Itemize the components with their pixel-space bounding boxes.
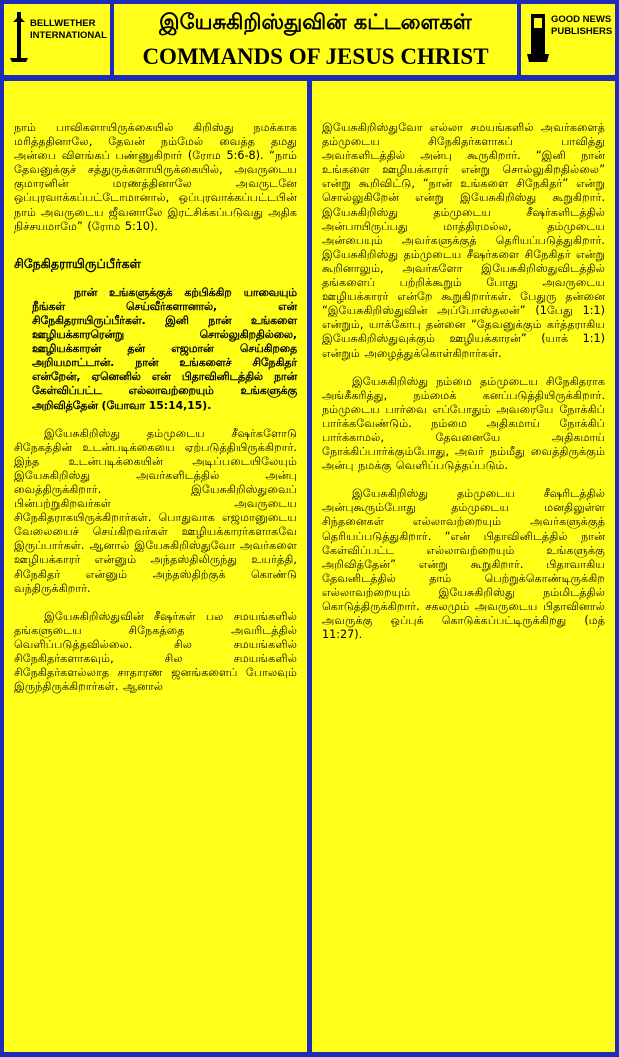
good-news-logo — [521, 4, 615, 75]
logo-left-text: BELLWETHER INTERNATIONAL — [30, 18, 107, 41]
bellwether-icon — [10, 12, 28, 62]
title-banner — [114, 4, 517, 75]
good-news-icon — [527, 12, 549, 62]
left-paragraph-2: இயேசுகிறிஸ்து தம்முடைய சீஷர்களோடு சிநேகத்தின் உடன்படிக்கையை ஏற்படுத்தியிருக்கிறார். இந்த உடன்படிக்கையின் அடிப்படையிலேயும் இயேசுகிறிஸ்து அவர்களிடத்தில் அன்பு வைத்திருக்கிறார். இயேசுகிறிஸ்துவைப் பின்பற்றுகிறவர்கள் அவருடைய சிநேகிதராகயிருக்கிறார்கள். பொதுவாக எஜமானுடைய வேலையைச் செய்கிறவர்கள் ஊழியக்காரர்களாகவே இருப்பார்கள். ஆனால் இயேசுகிறிஸ்துவோ அவர்களை ஊழியக்காரர் என்னும் அந்தஸ்திலிருந்து உயர்த்தி, சிநேகிதர் என்னும் அந்தஸ்திற்குக் கொண்டு வந்திருக்கிறார். — [14, 426, 297, 595]
right-column — [312, 81, 615, 1052]
left-paragraph-1: நாம் பாவிகளாயிருக்கையில் கிறிஸ்து நமக்காக மரித்ததினாலே, தேவன் நம்மேல் வைத்த தமது அன்பை விளங்கப் பண்ணுகிறார் (ரோம 5:6-8). “நாம் தேவனுக்குச் சத்துருக்களாயிருக்கையில், அவருடைய குமாரனின் மரணத்தினாலே அவருடனே ஒப்புரவாக்கப்பட்டோமானால், ஒப்புரவாக்கப்பட்டபின் நாம் அவருடைய ஜீவனாலே இரட்சிக்கப்படுவது அதிக நிச்சயமாமே” (ரோம 5:10). — [14, 121, 297, 233]
scripture-quote: நான் உங்களுக்குக் கற்பிக்கிற யாவையும் நீங்கள் செய்வீர்களானால், என் சிநேகிதராயிருப்பீர்கள். இனி நான் உங்களை ஊழியக்காரரென்று சொல்லுகிறதில்லை, ஊழியக்காரன் தன் எஜமான் செய்கிறதை அறியமாட்டான். நான் உங்களைச் சிநேகிதர் என்றேன், ஏனெனில் என் பிதாவினிடத்தில் நான் கேள்விப்பட்ட எல்லாவற்றையும் உங்களுக்கு அறிவித்தேன் (யோவா 15:14,15). — [32, 285, 297, 412]
section-heading: சிநேகிதராயிருப்பீர்கள் — [14, 255, 141, 271]
title-english: COMMANDS OF JESUS CHRIST — [142, 44, 489, 69]
title-tamil: இயேசுகிறிஸ்துவின் கட்டளைகள் — [159, 10, 472, 34]
right-paragraph-2: இயேசுகிறிஸ்து நம்மை தம்முடைய சிநேகிதராக அங்கீகரித்து, நம்மைக் கனப்படுத்தியிருக்கிறார். நம்முடைய பார்வை எப்போதும் அவரையே நோக்கிப் பார்க்கவேண்டும். நம்மை அதிகமாய் நோக்கிப் பார்க்காமல், தேவனையே அதிகமாய் நோக்கிப்பார்க்கும்போது, அவர் நம்மீது வைத்திருக்கும் அன்பு நமக்கு வெளிப்படுத்தப்படும். — [322, 374, 605, 473]
logo-right-text: GOOD NEWS PUBLISHERS — [551, 14, 613, 37]
left-paragraph-3: இயேசுகிறிஸ்துவின் சீஷர்கள் பல சமயங்களில் தங்களுடைய சிநேகத்தை அவரிடத்தில் வெளிப்படுத்தவில்லை. சில சமயங்களில் சிநேகிதர்களாகவும், சில சமயங்களில் சிநேகிதர்களல்லாத சாதாரண ஜனங்களைப் போலவும் இருந்திருக்கிறார்கள். ஆனால் — [14, 609, 297, 694]
right-paragraph-1: இயேசுகிறிஸ்துவோ எல்லா சமயங்களில் அவர்களைத் தம்முடைய சிநேகிதர்களாகப் பாவித்து அவர்களிடத்தில் அன்பு கூருகிறார். “இனி நான் உங்களை ஊழியக்காரர் என்று சொல்லுகிறதில்லை” என்று கூறிவிட்டு, “நான் உங்களை சிநேகிதர்” என்று சொல்லுகிறேன் என்று இயேசுகிறிஸ்து கூறுகிறார். இயேசுகிறிஸ்து தம்முடைய சீஷர்களிடத்தில் அன்பாயிருப்பது மாத்திரமல்ல, தம்முடைய அன்பையும் அவர்களுக்குத் தெரியப்படுத்துகிறார். இயேசுகிறிஸ்து தம்முடைய சீஷர்களை சிநேகிதர் என்று கூறினாலும், அவர்களோ இயேசுகிறிஸ்துவிடத்தில் தங்களைப் பற்றிக்கூறும் போது அவருடைய ஊழியக்காரர் என்றே கூறுகிறார்கள். பேதுரு தன்னை “இயேசுகிறிஸ்துவின் அப்போஸ்தலன்” (1பேது 1:1) என்றும், யாக்கோபு தன்னை “தேவனுக்கும் கர்த்தராகிய இயேசுகிறிஸ்துவுக்கும் ஊழியக்காரன்” (யாக் 1:1) என்றும் அழைத்துக்கொள்கிறார்கள். — [322, 121, 605, 360]
right-paragraph-3: இயேசுகிறிஸ்து தம்முடைய சீஷரிடத்தில் அன்புகூரும்போது தம்முடைய மனதிலுள்ள சிந்தனைகள் எல்லாவற்றையும் அவர்களுக்குத் தெரியப்படுத்துகிறார். “என் பிதாவினிடத்தில் நான் கேள்விப்பட்ட எல்லாவற்றையும் உங்களுக்கு அறிவித்தேன்” என்று கூறுகிறார். பிதாவாகிய தேவனிடத்தில் தாம் பெற்றுக்கொண்டிருக்கிற எல்லாவற்றையும் இயேசுகிறிஸ்து நம்மிடத்தில் கொடுத்திருக்கிறார். சகலமும் அவருடைய பிதாவினால் அவருக்கு ஒப்புக் கொடுக்கப்பட்டிருக்கிறது (மத் 11:27). — [322, 487, 605, 642]
left-column — [4, 81, 307, 1052]
bellwether-logo — [4, 4, 110, 75]
